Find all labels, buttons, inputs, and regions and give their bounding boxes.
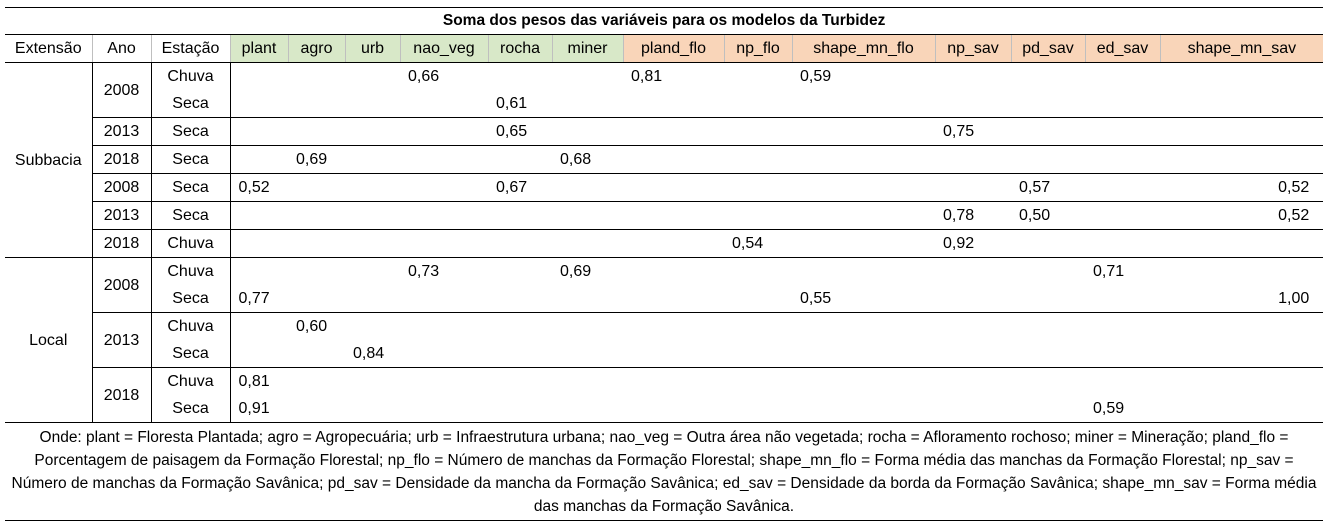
value-cell-pland-flo	[623, 118, 724, 146]
value-cell-urb	[345, 146, 400, 174]
table-row	[5, 258, 1323, 286]
value-cell-plant	[230, 90, 288, 118]
estacao-cell: Chuva	[151, 63, 230, 91]
value-cell-np-flo	[724, 258, 792, 286]
header-row	[5, 35, 1323, 63]
value-cell-urb	[345, 90, 400, 118]
value-cell-agro	[288, 230, 345, 258]
value-cell-plant: 0,77	[238, 290, 270, 307]
value-cell-nao-veg	[400, 118, 488, 146]
estacao-cell: Chuva	[151, 230, 230, 258]
estacao-cell: Seca	[151, 90, 230, 118]
value-cell-agro	[288, 174, 345, 202]
ano-cell: 2008	[92, 174, 151, 202]
value-cell-shape-mn-sav: 1,00	[1278, 290, 1310, 307]
value-cell-np-flo	[724, 340, 792, 368]
table-row	[5, 118, 1323, 146]
value-cell-shape-mn-flo: 0,59	[800, 68, 832, 85]
value-cell-np-flo	[724, 313, 792, 341]
value-cell-agro	[288, 395, 345, 422]
value-cell-agro: 0,60	[288, 313, 345, 341]
value-cell-plant	[230, 118, 288, 146]
value-cell-miner	[552, 285, 623, 313]
table-row	[5, 395, 1323, 422]
value-cell-agro	[288, 118, 345, 146]
value-cell-pd-sav	[1011, 285, 1085, 313]
ano-cell: 2013	[92, 202, 151, 230]
value-cell-pd-sav: 0,50	[1011, 202, 1085, 230]
value-cell-ed-sav	[1085, 202, 1160, 230]
table-row	[5, 230, 1323, 258]
value-cell-rocha	[488, 230, 552, 258]
value-cell-miner	[552, 395, 623, 422]
value-cell-urb	[345, 174, 400, 202]
value-cell-nao-veg	[400, 146, 488, 174]
table-row	[5, 90, 1323, 118]
value-cell-shape-mn-flo	[792, 340, 935, 368]
header-nao-veg: nao_veg	[400, 35, 488, 63]
value-cell-ed-sav	[1085, 90, 1160, 118]
value-cell-np-sav: 0,92	[935, 230, 1011, 258]
value-cell-np-flo	[724, 63, 792, 91]
extensao-cell: Local	[5, 258, 92, 423]
value-cell-plant: 0,81	[230, 368, 288, 396]
value-cell-rocha	[488, 258, 552, 286]
value-cell-urb	[345, 313, 400, 341]
value-cell-shape-mn-sav	[1160, 118, 1323, 146]
value-cell-rocha: 0,65	[488, 118, 552, 146]
value-cell-nao-veg	[400, 230, 488, 258]
table-body	[5, 8, 1323, 423]
estacao-cell: Seca	[151, 174, 230, 202]
ano-cell: 2013	[92, 118, 151, 146]
value-cell-pland-flo	[623, 174, 724, 202]
table-row	[5, 285, 1323, 313]
ano-cell: 2008	[92, 63, 151, 118]
value-cell-shape-mn-flo	[792, 313, 935, 341]
value-cell-nao-veg	[400, 368, 488, 396]
table-row	[5, 340, 1323, 368]
value-cell-miner	[552, 174, 623, 202]
value-cell-plant	[230, 340, 288, 368]
value-cell-miner	[552, 313, 623, 341]
value-cell-miner	[552, 118, 623, 146]
value-cell-miner	[552, 340, 623, 368]
table-row	[5, 368, 1323, 396]
value-cell-urb	[345, 285, 400, 313]
value-cell-ed-sav	[1085, 340, 1160, 368]
value-cell-urb: 0,84	[353, 345, 385, 362]
value-cell-pd-sav	[1011, 230, 1085, 258]
estacao-cell: Seca	[151, 340, 230, 368]
value-cell-rocha	[488, 313, 552, 341]
value-cell-shape-mn-flo	[792, 395, 935, 422]
value-cell-pd-sav	[1011, 258, 1085, 286]
value-cell-np-sav	[935, 146, 1011, 174]
header-urb: urb	[345, 35, 400, 63]
value-cell-np-flo	[724, 202, 792, 230]
value-cell-rocha	[488, 202, 552, 230]
value-cell-np-flo	[724, 118, 792, 146]
header-shape-mn-flo: shape_mn_flo	[792, 35, 935, 63]
value-cell-miner	[552, 63, 623, 91]
value-cell-shape-mn-sav	[1160, 340, 1323, 368]
value-cell-shape-mn-sav	[1160, 368, 1323, 396]
estacao-cell: Chuva	[151, 258, 230, 286]
header-miner: miner	[552, 35, 623, 63]
value-cell-np-flo	[724, 146, 792, 174]
header-esta-o: Estação	[151, 35, 230, 63]
value-cell-np-sav	[935, 63, 1011, 91]
value-cell-nao-veg	[400, 340, 488, 368]
table-row	[5, 174, 1323, 202]
value-cell-np-flo	[724, 174, 792, 202]
value-cell-np-sav	[935, 395, 1011, 422]
value-cell-ed-sav	[1085, 285, 1160, 313]
value-cell-plant	[230, 230, 288, 258]
value-cell-shape-mn-flo: 0,55	[800, 290, 832, 307]
value-cell-nao-veg	[400, 90, 488, 118]
extensao-cell: Subbacia	[5, 63, 92, 258]
header-ano: Ano	[92, 35, 151, 63]
value-cell-pland-flo	[623, 285, 724, 313]
value-cell-urb	[345, 118, 400, 146]
ano-cell: 2013	[92, 313, 151, 368]
value-cell-miner: 0,69	[552, 258, 623, 286]
value-cell-pland-flo	[623, 340, 724, 368]
value-cell-np-flo: 0,54	[724, 230, 792, 258]
value-cell-urb	[345, 63, 400, 91]
value-cell-ed-sav	[1085, 230, 1160, 258]
value-cell-rocha	[488, 285, 552, 313]
value-cell-np-sav	[935, 313, 1011, 341]
ano-cell: 2018	[92, 368, 151, 423]
value-cell-shape-mn-flo	[792, 118, 935, 146]
header-rocha: rocha	[488, 35, 552, 63]
value-cell-shape-mn-flo	[792, 174, 935, 202]
value-cell-plant	[230, 146, 288, 174]
value-cell-agro	[288, 368, 345, 396]
value-cell-shape-mn-sav	[1160, 63, 1323, 91]
value-cell-shape-mn-sav	[1160, 230, 1323, 258]
value-cell-rocha	[488, 63, 552, 91]
value-cell-pd-sav: 0,57	[1011, 174, 1085, 202]
value-cell-plant	[230, 258, 288, 286]
value-cell-pd-sav	[1011, 146, 1085, 174]
weights-table	[5, 7, 1323, 422]
value-cell-rocha	[488, 395, 552, 422]
value-cell-shape-mn-flo	[792, 202, 935, 230]
value-cell-plant	[230, 313, 288, 341]
value-cell-agro	[288, 258, 345, 286]
value-cell-pd-sav	[1011, 395, 1085, 422]
value-cell-ed-sav: 0,59	[1093, 400, 1125, 417]
value-cell-ed-sav	[1085, 146, 1160, 174]
value-cell-np-sav	[935, 368, 1011, 396]
value-cell-urb	[345, 230, 400, 258]
value-cell-pd-sav	[1011, 63, 1085, 91]
value-cell-agro	[288, 63, 345, 91]
estacao-cell: Seca	[151, 202, 230, 230]
value-cell-np-sav: 0,75	[935, 118, 1011, 146]
value-cell-nao-veg	[400, 395, 488, 422]
value-cell-pd-sav	[1011, 340, 1085, 368]
value-cell-ed-sav	[1085, 63, 1160, 91]
value-cell-miner: 0,68	[552, 146, 623, 174]
table-row	[5, 202, 1323, 230]
ano-cell: 2008	[92, 258, 151, 313]
value-cell-np-sav: 0,78	[935, 202, 1011, 230]
value-cell-pland-flo	[623, 202, 724, 230]
value-cell-np-sav	[935, 90, 1011, 118]
value-cell-urb	[345, 368, 400, 396]
value-cell-pland-flo	[623, 230, 724, 258]
value-cell-rocha: 0,67	[488, 174, 552, 202]
value-cell-agro	[288, 340, 345, 368]
value-cell-agro	[288, 285, 345, 313]
value-cell-shape-mn-flo	[792, 146, 935, 174]
table-note: Onde: plant = Floresta Plantada; agro = Agropecuária; urb = Infraestrutura urbana; nao_veg = Outra área não vegetada; rocha = Afloramento rochoso; miner = Mineração; pland_flo = Porcentagem de paisagem da Formação Florestal; np_flo = Número de manchas da Formação Florestal; shape_mn_flo = Forma média das manchas da Formação Florestal; np_sav = Número de manchas da Formação Savânica; pd_sav = Densidade da mancha da Formação Savânica; ed_sav = Densidade da borda da Formação Savânica; shape_mn_sav = Forma média das manchas da Formação Savânica.	[5, 422, 1323, 521]
value-cell-plant: 0,91	[238, 400, 270, 417]
value-cell-pd-sav	[1011, 313, 1085, 341]
value-cell-np-sav	[935, 340, 1011, 368]
value-cell-pland-flo: 0,81	[631, 68, 663, 85]
header-extens-o: Extensão	[5, 35, 92, 63]
value-cell-pd-sav	[1011, 368, 1085, 396]
table-row	[5, 63, 1323, 91]
value-cell-shape-mn-sav	[1160, 258, 1323, 286]
header-ed-sav: ed_sav	[1085, 35, 1160, 63]
ano-cell: 2018	[92, 230, 151, 258]
value-cell-pd-sav	[1011, 118, 1085, 146]
value-cell-plant	[230, 63, 288, 91]
value-cell-shape-mn-flo	[792, 90, 935, 118]
table-row	[5, 313, 1323, 341]
value-cell-shape-mn-sav	[1160, 395, 1323, 422]
header-plant: plant	[230, 35, 288, 63]
value-cell-agro	[288, 202, 345, 230]
value-cell-miner	[552, 90, 623, 118]
value-cell-miner	[552, 368, 623, 396]
estacao-cell: Chuva	[151, 368, 230, 396]
estacao-cell: Seca	[151, 146, 230, 174]
estacao-cell: Seca	[151, 118, 230, 146]
value-cell-ed-sav: 0,71	[1085, 258, 1160, 286]
value-cell-shape-mn-sav	[1160, 90, 1323, 118]
value-cell-shape-mn-flo	[792, 368, 935, 396]
value-cell-pland-flo	[623, 90, 724, 118]
value-cell-plant	[230, 202, 288, 230]
header-pland-flo: pland_flo	[623, 35, 724, 63]
value-cell-rocha: 0,61	[496, 95, 528, 112]
header-agro: agro	[288, 35, 345, 63]
value-cell-np-sav	[935, 285, 1011, 313]
value-cell-np-flo	[724, 285, 792, 313]
value-cell-agro	[288, 90, 345, 118]
value-cell-agro: 0,69	[288, 146, 345, 174]
value-cell-urb	[345, 202, 400, 230]
value-cell-pland-flo	[623, 395, 724, 422]
value-cell-pd-sav	[1011, 90, 1085, 118]
table-title: Soma dos pesos das variáveis para os modelos da Turbidez	[5, 8, 1323, 35]
value-cell-rocha	[488, 340, 552, 368]
value-cell-nao-veg: 0,66	[408, 68, 440, 85]
value-cell-pland-flo	[623, 313, 724, 341]
value-cell-ed-sav	[1085, 118, 1160, 146]
value-cell-ed-sav	[1085, 313, 1160, 341]
value-cell-miner	[552, 202, 623, 230]
value-cell-shape-mn-sav: 0,52	[1160, 202, 1323, 230]
table-container	[5, 7, 1323, 521]
value-cell-nao-veg	[400, 285, 488, 313]
header-pd-sav: pd_sav	[1011, 35, 1085, 63]
value-cell-shape-mn-sav	[1160, 146, 1323, 174]
value-cell-pland-flo	[623, 258, 724, 286]
value-cell-shape-mn-sav: 0,52	[1160, 174, 1323, 202]
value-cell-ed-sav	[1085, 174, 1160, 202]
value-cell-np-flo	[724, 395, 792, 422]
value-cell-nao-veg	[400, 313, 488, 341]
estacao-cell: Chuva	[151, 313, 230, 341]
value-cell-shape-mn-flo	[792, 258, 935, 286]
value-cell-np-sav	[935, 174, 1011, 202]
header-np-sav: np_sav	[935, 35, 1011, 63]
header-shape-mn-sav: shape_mn_sav	[1160, 35, 1323, 63]
value-cell-shape-mn-sav	[1160, 313, 1323, 341]
value-cell-pland-flo	[623, 368, 724, 396]
header-np-flo: np_flo	[724, 35, 792, 63]
value-cell-np-flo	[724, 368, 792, 396]
value-cell-ed-sav	[1085, 368, 1160, 396]
value-cell-nao-veg: 0,73	[400, 258, 488, 286]
ano-cell: 2018	[92, 146, 151, 174]
value-cell-rocha	[488, 368, 552, 396]
estacao-cell: Seca	[151, 285, 230, 313]
value-cell-nao-veg	[400, 174, 488, 202]
value-cell-np-sav	[935, 258, 1011, 286]
value-cell-nao-veg	[400, 202, 488, 230]
value-cell-urb	[345, 395, 400, 422]
value-cell-rocha	[488, 146, 552, 174]
value-cell-miner	[552, 230, 623, 258]
table-row	[5, 146, 1323, 174]
value-cell-pland-flo	[623, 146, 724, 174]
estacao-cell: Seca	[151, 395, 230, 422]
value-cell-urb	[345, 258, 400, 286]
value-cell-shape-mn-flo	[792, 230, 935, 258]
value-cell-plant: 0,52	[230, 174, 288, 202]
value-cell-np-flo	[724, 90, 792, 118]
